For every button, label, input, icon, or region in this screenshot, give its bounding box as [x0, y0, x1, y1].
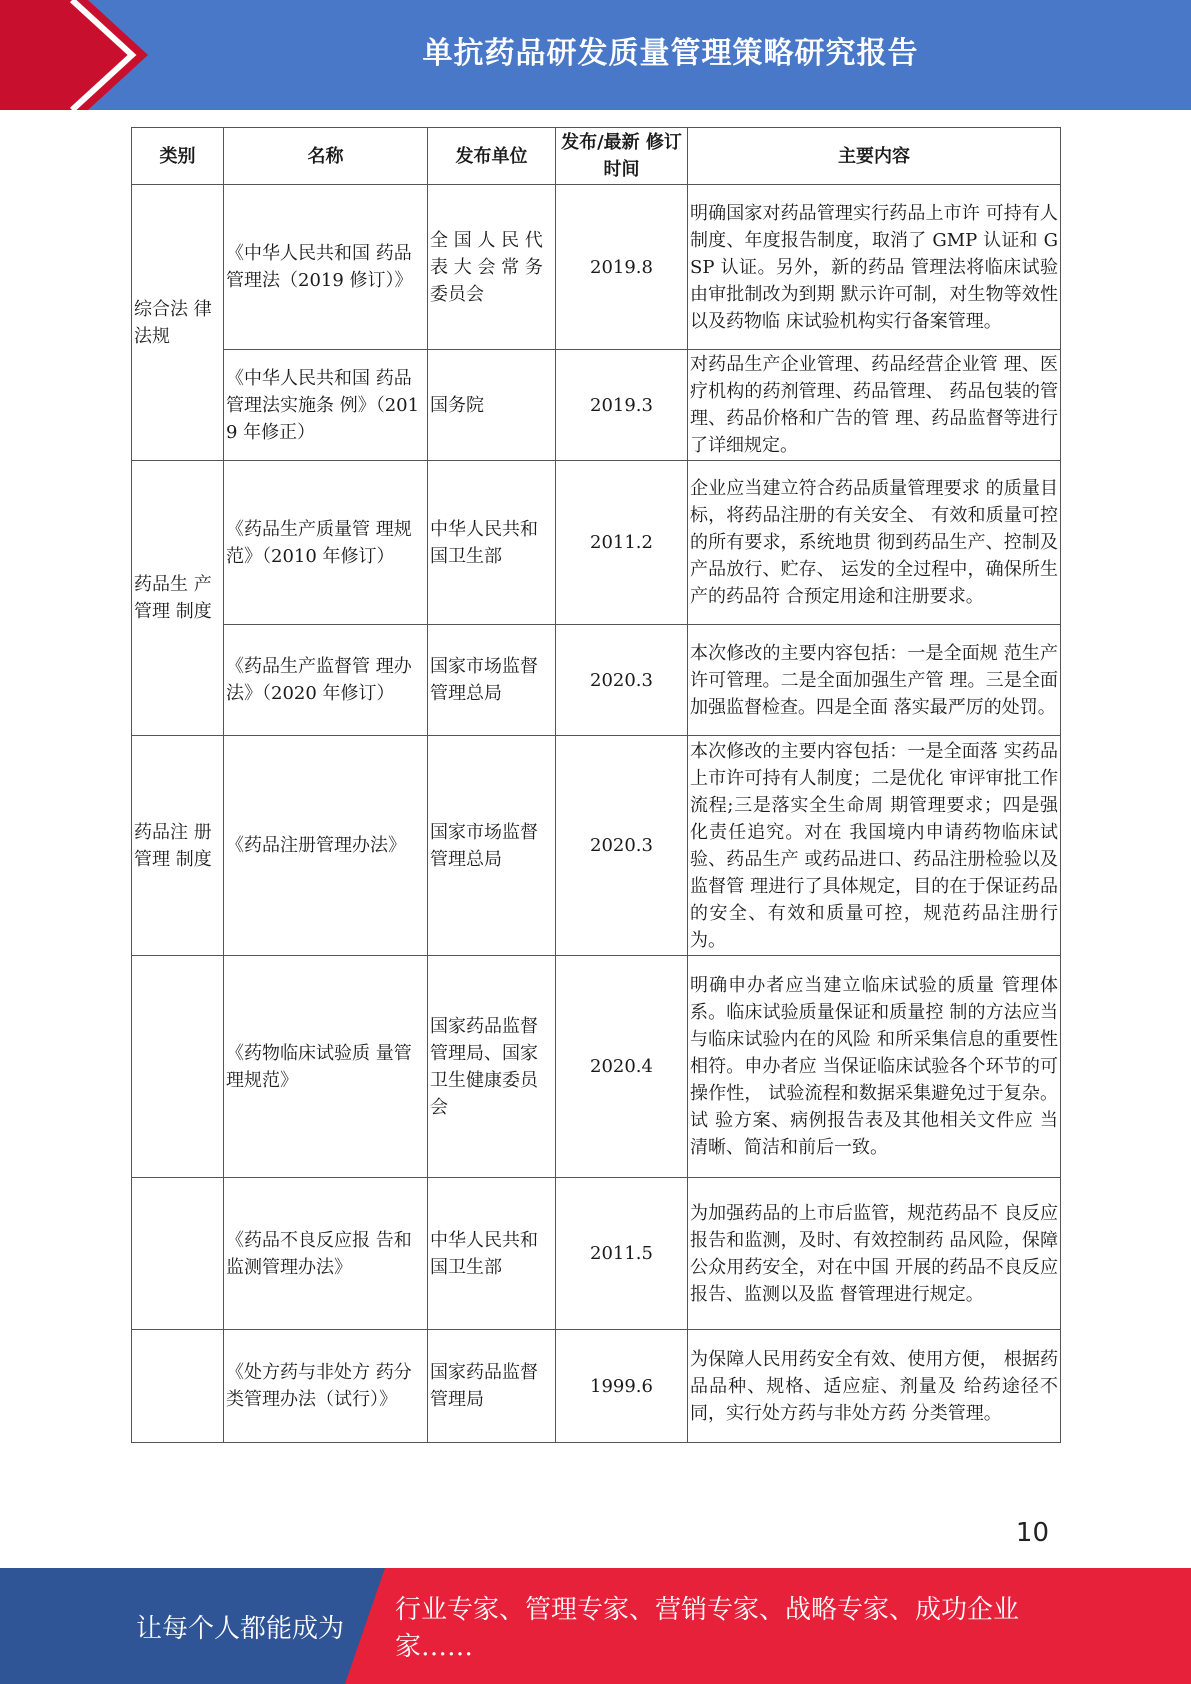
header-category: 类别 [132, 128, 224, 185]
page-header [0, 0, 1191, 110]
report-title: 单抗药品研发质量管理策略研究报告 [422, 36, 919, 71]
issuer-cell: 全 国 人 民 代 表 大 会 常 务 委员会 [428, 185, 556, 350]
regulations-table [131, 127, 1061, 1443]
footer-slogan-right: 行业专家、管理专家、营销专家、战略专家、成功企业家…… [395, 1595, 1020, 1662]
name-cell: 《药品生产质量管 理规范》（2010 年修订） [224, 461, 428, 625]
date-cell: 1999.6 [556, 1330, 688, 1443]
issuer-cell: 国家市场监督管理总局 [428, 625, 556, 736]
header-arrow-decoration [0, 0, 150, 110]
category-cell [132, 1178, 224, 1330]
issuer-cell: 国家药品监督管理局 [428, 1330, 556, 1443]
table-row [132, 461, 1061, 625]
issuer-cell: 国家药品监督管理局、国家卫生健康委员会 [428, 956, 556, 1178]
table-header-row [132, 128, 1061, 185]
header-name: 名称 [224, 128, 428, 185]
issuer-cell: 中华人民共和国卫生部 [428, 461, 556, 625]
date-cell: 2019.8 [556, 185, 688, 350]
name-cell: 《中华人民共和国 药品管理法实施条 例》（2019 年修正） [224, 350, 428, 461]
table-row [132, 1178, 1061, 1330]
category-cell: 药品注 册管理 制度 [132, 736, 224, 956]
date-cell: 2011.5 [556, 1178, 688, 1330]
content-cell: 企业应当建立符合药品质量管理要求 的质量目标，将药品注册的有关安全、 有效和质量可控的所有要求，系统地贯 彻到药品生产、控制及产品放行、贮存、 运发的全过程中，确保所生产的药品符 合预定用途和注册要求。 [688, 461, 1061, 625]
category-cell [132, 956, 224, 1178]
content-cell: 为保障人民用药安全有效、使用方便， 根据药品品种、规格、适应症、剂量及 给药途径不同，实行处方药与非处方药 分类管理。 [688, 1330, 1061, 1443]
name-cell: 《药品注册管理办法》 [224, 736, 428, 956]
date-cell: 2020.4 [556, 956, 688, 1178]
date-cell: 2019.3 [556, 350, 688, 461]
table-row [132, 956, 1061, 1178]
category-cell: 药品生 产管理 制度 [132, 461, 224, 736]
table-row [132, 1330, 1061, 1443]
content-cell: 为加强药品的上市后监管，规范药品不 良反应报告和监测，及时、有效控制药 品风险，保障公众用药安全，对在中国 开展的药品不良反应报告、监测以及监 督管理进行规定。 [688, 1178, 1061, 1330]
table-row [132, 625, 1061, 736]
name-cell: 《中华人民共和国 药品管理法（2019 修订）》 [224, 185, 428, 350]
content-cell: 明确国家对药品管理实行药品上市许 可持有人制度、年度报告制度，取消了 GMP 认证和 GSP 认证。另外，新的药品 管理法将临床试验由审批制改为到期 默示许可制，对生物等效性以及药物临 床试验机构实行备案管理。 [688, 185, 1061, 350]
header-issuer: 发布单位 [428, 128, 556, 185]
category-cell: 综合法 律法规 [132, 185, 224, 461]
header-content: 主要内容 [688, 128, 1061, 185]
table-row [132, 350, 1061, 461]
page-footer [0, 1568, 1191, 1684]
table-row [132, 185, 1061, 350]
name-cell: 《药品生产监督管 理办法》（2020 年修订） [224, 625, 428, 736]
content-cell: 对药品生产企业管理、药品经营企业管 理、医疗机构的药剂管理、药品管理、 药品包装的管理、药品价格和广告的管 理、药品监督等进行了详细规定。 [688, 350, 1061, 461]
page-number: 10 [1015, 1518, 1049, 1548]
issuer-cell: 国务院 [428, 350, 556, 461]
category-cell [132, 1330, 224, 1443]
name-cell: 《药品不良反应报 告和监测管理办法》 [224, 1178, 428, 1330]
content-cell: 本次修改的主要内容包括：一是全面规 范生产许可管理。二是全面加强生产管 理。三是全面加强监督检查。四是全面 落实最严厉的处罚。 [688, 625, 1061, 736]
content-cell: 明确申办者应当建立临床试验的质量 管理体系。临床试验质量保证和质量控 制的方法应当与临床试验内在的风险 和所采集信息的重要性相符。申办者应 当保证临床试验各个环节的可操作性， 试验流程和数据采集避免过于复杂。试 验方案、病例报告表及其他相关文件应 当清晰、简洁和前后一致。 [688, 956, 1061, 1178]
header-date: 发布/最新 修订时间 [556, 128, 688, 185]
date-cell: 2011.2 [556, 461, 688, 625]
footer-slogan-left: 让每个人都能成为 [135, 1613, 344, 1644]
name-cell: 《处方药与非处方 药分类管理办法（试行）》 [224, 1330, 428, 1443]
issuer-cell: 中华人民共和国卫生部 [428, 1178, 556, 1330]
date-cell: 2020.3 [556, 736, 688, 956]
content-cell: 本次修改的主要内容包括：一是全面落 实药品上市许可持有人制度；二是优化 审评审批工作流程;三是落实全生命周 期管理要求；四是强化责任追究。对在 我国境内申请药物临床试验、药品生产 或药品进口、药品注册检验以及监督管 理进行了具体规定，目的在于保证药品 的安全、有效和质量可控，规范药品注册行为。 [688, 736, 1061, 956]
date-cell: 2020.3 [556, 625, 688, 736]
name-cell: 《药物临床试验质 量管理规范》 [224, 956, 428, 1178]
issuer-cell: 国家市场监督管理总局 [428, 736, 556, 956]
table-row [132, 736, 1061, 956]
